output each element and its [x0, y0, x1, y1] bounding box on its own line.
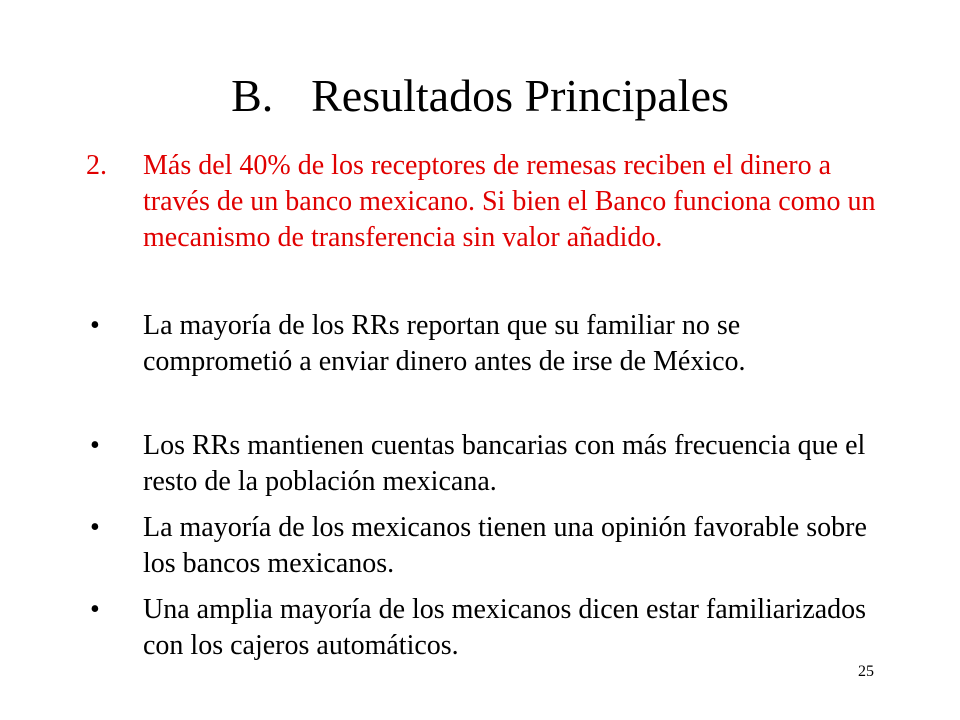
list-item-text: La mayoría de los mexicanos tienen una opinión favorable sobre los bancos mexicanos. [143, 512, 867, 579]
list-number: 2. [86, 150, 107, 181]
list-item-numbered [86, 148, 886, 256]
list-item-text: Los RRs mantienen cuentas bancarias con más frecuencia que el resto de la población mexicana. [143, 430, 866, 497]
list-item [86, 428, 886, 500]
bullet-icon: • [90, 594, 100, 625]
list-item [86, 308, 886, 380]
bullet-icon: • [90, 512, 100, 543]
list-item [86, 510, 886, 582]
page-number: 25 [858, 663, 874, 680]
bullet-icon: • [90, 430, 100, 461]
list-item-text: Más del 40% de los receptores de remesas reciben el dinero a través de un banco mexicano. Si bien el Banco funciona como un mecanismo de transferencia sin valor añadido. [143, 150, 876, 253]
list-item [86, 592, 886, 664]
list-item-text: Una amplia mayoría de los mexicanos dicen estar familiarizados con los cajeros automáticos. [143, 594, 867, 661]
title-section-letter: B. [231, 70, 274, 121]
list-item-text: La mayoría de los RRs reportan que su familiar no se comprometió a enviar dinero antes de irse de México. [143, 310, 746, 377]
title-text: Resultados Principales [311, 70, 729, 121]
bullet-icon: • [90, 310, 100, 341]
slide-title [0, 68, 960, 124]
